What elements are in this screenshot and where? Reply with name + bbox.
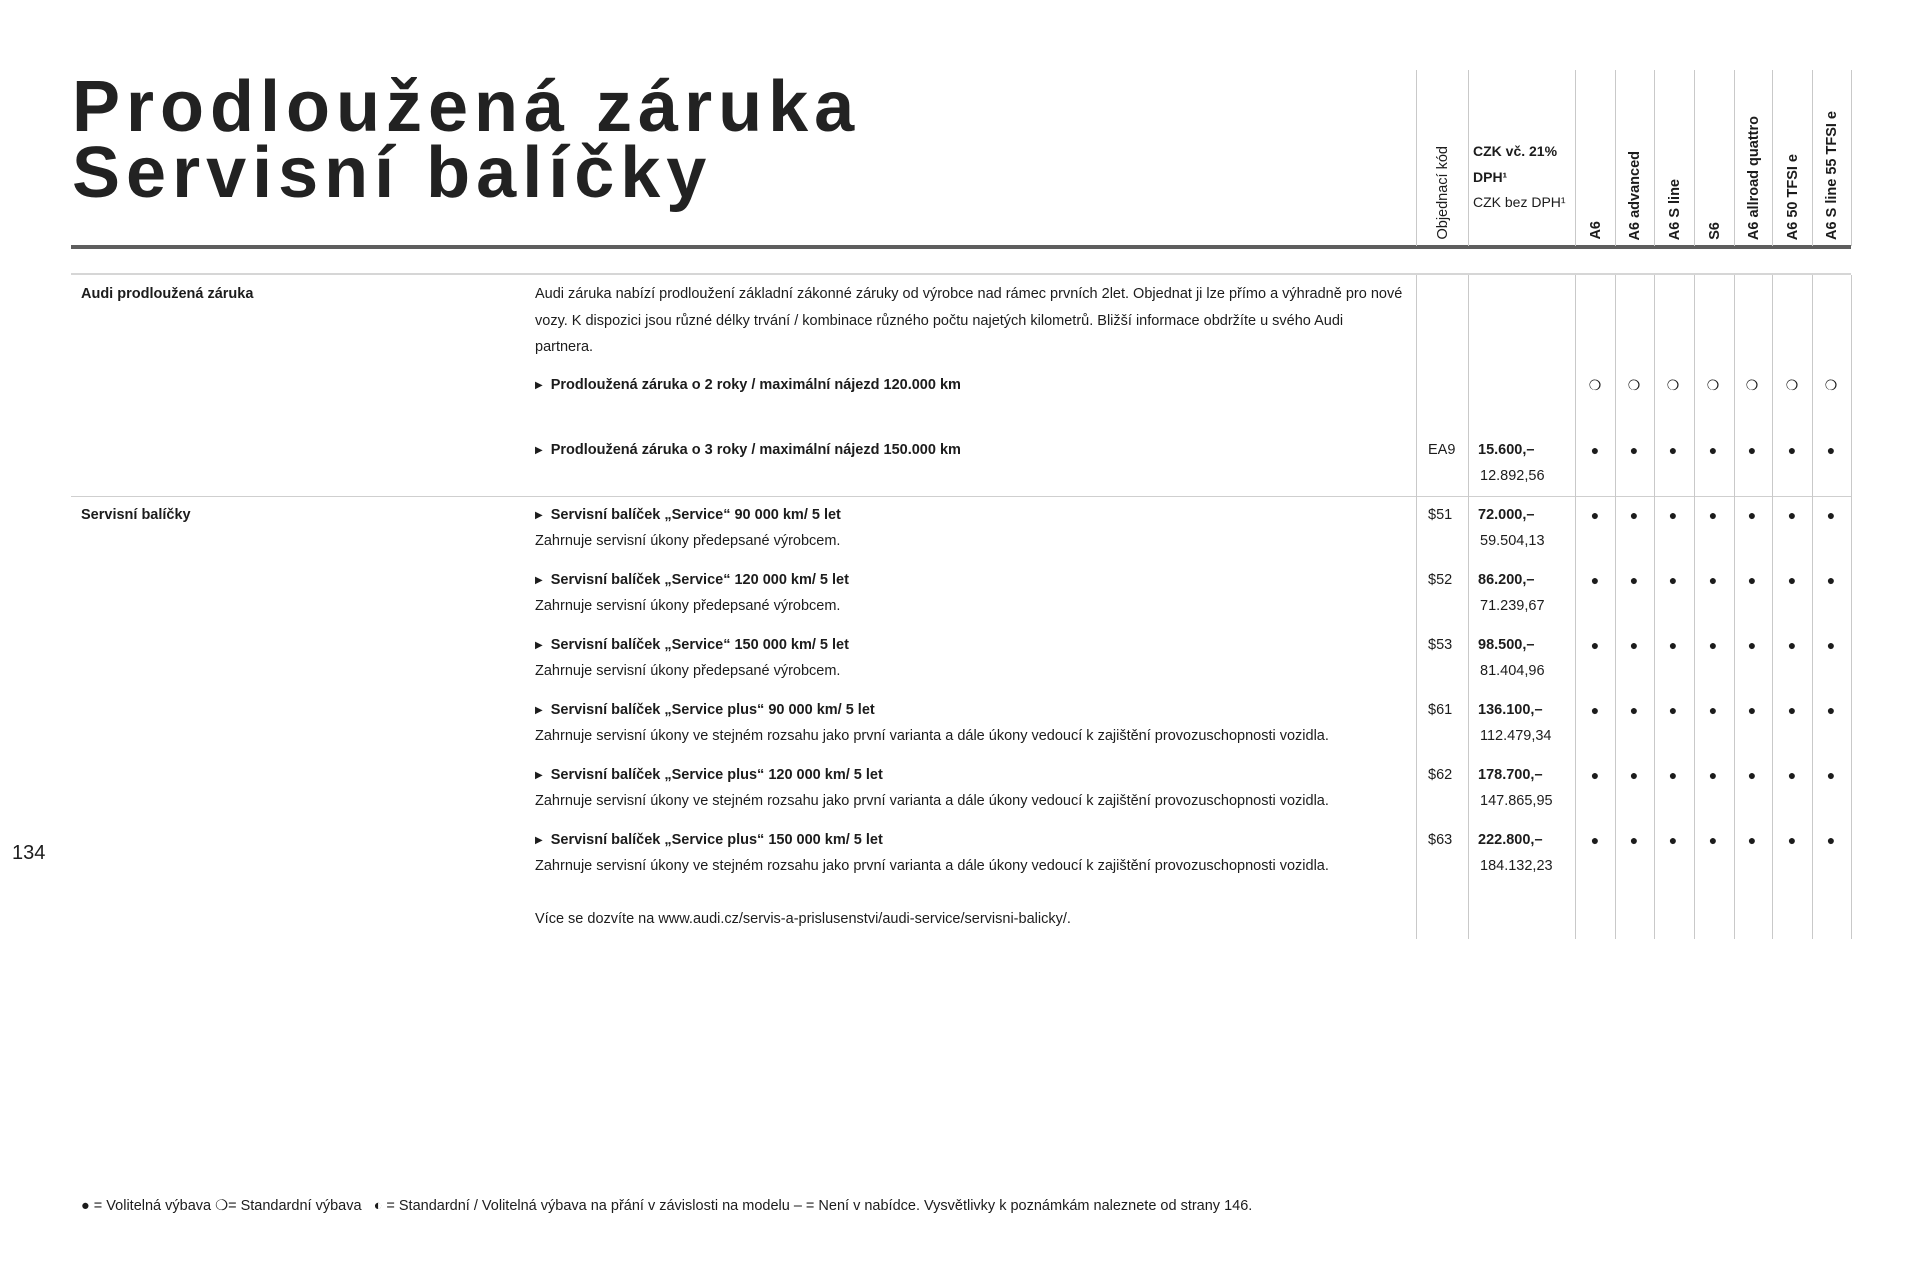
package-item-title: Prodloužená záruka o 3 roky / maximální nájezd 150.000 km — [550, 442, 961, 458]
bullet-triangle-icon: ▶ — [535, 640, 543, 651]
column-divider — [1851, 275, 1852, 939]
header-price-excl: CZK bez DPH¹ — [1473, 194, 1566, 210]
optional-equipment-dot-icon: ● — [1668, 767, 1678, 783]
equipment-legend: ● = Volitelná výbava ❍= Standardní výbava ◐ = Standardní / Volitelná výbava na přání v závislosti na modelu – = Není v nabídce. Vysvětlivky k poznámkám naleznete od strany 146. — [81, 1198, 1253, 1214]
optional-equipment-dot-icon: ● — [1787, 832, 1797, 848]
column-divider — [1468, 70, 1469, 246]
header-model-a6-50-tfsi-e — [1773, 70, 1812, 240]
optional-equipment-dot-icon: ● — [1668, 637, 1678, 653]
header-model-label: A6 50 TFSI e — [1784, 153, 1801, 240]
section-label: Audi prodloužená záruka — [81, 286, 254, 302]
optional-equipment-dot-icon: ● — [1668, 507, 1678, 523]
optional-equipment-dot-icon: ● — [1787, 637, 1797, 653]
package-item — [535, 697, 875, 725]
package-item-title: Servisní balíček „Service“ 120 000 km/ 5 let — [550, 572, 849, 588]
header-model-label: S6 — [1706, 222, 1723, 240]
package-item-title: Servisní balíček „Service plus“ 150 000 km/ 5 let — [550, 832, 883, 848]
header-model-a6-s-line — [1655, 70, 1694, 240]
optional-equipment-dot-icon: ● — [1629, 767, 1639, 783]
optional-equipment-dot-icon: ● — [1747, 702, 1757, 718]
price-incl-vat: 15.600,– — [1478, 442, 1535, 458]
bullet-triangle-icon: ▶ — [535, 510, 543, 521]
optional-equipment-dot-icon: ● — [1708, 832, 1718, 848]
optional-equipment-dot-icon: ● — [1668, 442, 1678, 458]
price-excl-vat: 184.132,23 — [1480, 858, 1553, 874]
optional-equipment-dot-icon: ● — [1629, 507, 1639, 523]
price-incl-vat: 72.000,– — [1478, 507, 1535, 523]
optional-equipment-dot-icon: ● — [1747, 637, 1757, 653]
page-number: 134 — [12, 842, 46, 864]
optional-equipment-dot-icon: ● — [1787, 572, 1797, 588]
bullet-triangle-icon: ▶ — [535, 575, 543, 586]
optional-equipment-dot-icon: ● — [1826, 507, 1836, 523]
order-code: $62 — [1428, 767, 1453, 783]
optional-equipment-dot-icon: ● — [1590, 507, 1600, 523]
section-description: Audi záruka nabízí prodloužení základní zákonné záruky od výrobce nad rámec prvních 2let. Objednat ji lze přímo a výhradně pro nové vozy. K dispozici jsou různé délky trvání / kombinace různého počtu najetých kilometrů. Bližší informace obdržíte u svého Audi partnera. — [535, 286, 1403, 355]
page-title — [72, 67, 861, 213]
optional-equipment-dot-icon: ● — [1629, 572, 1639, 588]
optional-equipment-dot-icon: ● — [1747, 767, 1757, 783]
section-divider — [71, 496, 1851, 497]
optional-equipment-dot-icon: ● — [1826, 767, 1836, 783]
column-divider — [1694, 70, 1695, 246]
standard-equipment-circle-icon: ❍ — [1706, 377, 1720, 393]
optional-equipment-dot-icon: ● — [1629, 442, 1639, 458]
package-item-title: Servisní balíček „Service plus“ 90 000 km/ 5 let — [550, 702, 875, 718]
price-excl-vat: 59.504,13 — [1480, 533, 1545, 549]
header-model-label: A6 advanced — [1627, 150, 1643, 240]
optional-equipment-dot-icon: ● — [1708, 442, 1718, 458]
package-item-note: Zahrnuje servisní úkony předepsané výrobcem. — [535, 663, 841, 679]
price-incl-vat: 136.100,– — [1478, 702, 1543, 718]
optional-equipment-dot-icon: ● — [1668, 572, 1678, 588]
header-price-incl-line-1: CZK vč. 21% — [1473, 143, 1558, 159]
header-model-label: A6 — [1587, 221, 1604, 240]
optional-equipment-dot-icon: ● — [1747, 832, 1757, 848]
order-code: EA9 — [1428, 442, 1456, 458]
header-model-label: A6 allroad quattro — [1745, 115, 1762, 240]
optional-equipment-dot-icon: ● — [1826, 702, 1836, 718]
header-model-a6 — [1576, 70, 1615, 240]
package-item-title: Servisní balíček „Service“ 90 000 km/ 5 let — [550, 507, 841, 523]
price-excl-vat: 12.892,56 — [1480, 468, 1545, 484]
column-divider — [1416, 70, 1417, 246]
optional-equipment-dot-icon: ● — [1787, 507, 1797, 523]
package-item — [535, 437, 961, 465]
section-footnote: Více se dozvíte na www.audi.cz/servis-a-prislusenstvi/audi-service/servisni-balicky/. — [535, 911, 1071, 927]
price-incl-vat: 86.200,– — [1478, 572, 1535, 588]
price-incl-vat: 222.800,– — [1478, 832, 1543, 848]
bullet-triangle-icon: ▶ — [535, 835, 543, 846]
package-item-note: Zahrnuje servisní úkony ve stejném rozsahu jako první varianta a dále úkony vedoucí k zajištění provozuschopnosti vozidla. — [535, 793, 1329, 809]
header-model-label: A6 S line 55 TFSI e — [1824, 111, 1840, 240]
order-code: $53 — [1428, 637, 1453, 653]
package-item-title: Servisní balíček „Service plus“ 120 000 km/ 5 let — [550, 767, 883, 783]
package-item — [535, 567, 849, 595]
standard-equipment-circle-icon: ❍ — [1824, 377, 1838, 393]
price-excl-vat: 71.239,67 — [1480, 598, 1545, 614]
price-incl-vat: 98.500,– — [1478, 637, 1535, 653]
package-item-note: Zahrnuje servisní úkony předepsané výrobcem. — [535, 533, 841, 549]
standard-equipment-circle-icon: ❍ — [1588, 377, 1602, 393]
optional-equipment-dot-icon: ● — [1590, 637, 1600, 653]
order-code: $61 — [1428, 702, 1453, 718]
bullet-triangle-icon: ▶ — [535, 445, 543, 456]
optional-equipment-dot-icon: ● — [1708, 767, 1718, 783]
bullet-triangle-icon: ▶ — [535, 770, 543, 781]
column-divider — [1734, 275, 1735, 939]
column-divider — [1468, 275, 1469, 939]
column-divider — [1615, 70, 1616, 246]
page-title-line-1: Prodloužená záruka — [72, 67, 861, 147]
standard-equipment-circle-icon: ❍ — [1785, 377, 1799, 393]
column-divider — [1694, 275, 1695, 939]
table-top-rule — [71, 273, 1851, 275]
package-item — [535, 762, 883, 790]
header-model-a6-s-line-55-tfsi-e — [1813, 70, 1851, 240]
optional-equipment-dot-icon: ● — [1747, 507, 1757, 523]
header-code-label: Objednací kód — [1434, 146, 1451, 240]
column-divider — [1772, 70, 1773, 246]
price-excl-vat: 112.479,34 — [1480, 728, 1552, 744]
optional-equipment-dot-icon: ● — [1590, 572, 1600, 588]
optional-equipment-dot-icon: ● — [1708, 507, 1718, 523]
section-label: Servisní balíčky — [81, 507, 191, 523]
header-model-label: A6 S line — [1666, 178, 1683, 240]
optional-equipment-dot-icon: ● — [1629, 832, 1639, 848]
package-item-note: Zahrnuje servisní úkony předepsané výrobcem. — [535, 598, 841, 614]
package-item-title: Prodloužená záruka o 2 roky / maximální nájezd 120.000 km — [550, 377, 961, 393]
optional-equipment-dot-icon: ● — [1826, 442, 1836, 458]
header-rule — [71, 245, 1851, 249]
column-divider — [1812, 275, 1813, 939]
optional-equipment-dot-icon: ● — [1708, 637, 1718, 653]
standard-equipment-circle-icon: ❍ — [1627, 377, 1641, 393]
package-item-title: Servisní balíček „Service“ 150 000 km/ 5 let — [550, 637, 849, 653]
optional-equipment-dot-icon: ● — [1708, 572, 1718, 588]
bullet-triangle-icon: ▶ — [535, 380, 543, 391]
column-divider — [1575, 70, 1576, 246]
column-divider — [1812, 70, 1813, 246]
optional-equipment-dot-icon: ● — [1629, 637, 1639, 653]
optional-equipment-dot-icon: ● — [1826, 572, 1836, 588]
optional-equipment-dot-icon: ● — [1590, 442, 1600, 458]
page-title-line-2: Servisní balíčky — [72, 133, 713, 213]
column-divider — [1772, 275, 1773, 939]
order-code: $51 — [1428, 507, 1453, 523]
optional-equipment-dot-icon: ● — [1787, 442, 1797, 458]
optional-equipment-dot-icon: ● — [1629, 702, 1639, 718]
column-divider — [1416, 275, 1417, 939]
optional-equipment-dot-icon: ● — [1590, 767, 1600, 783]
optional-equipment-dot-icon: ● — [1708, 702, 1718, 718]
package-item-note: Zahrnuje servisní úkony ve stejném rozsahu jako první varianta a dále úkony vedoucí k zajištění provozuschopnosti vozidla. — [535, 858, 1329, 874]
header-model-a6-allroad-quattro — [1735, 70, 1772, 240]
optional-equipment-dot-icon: ● — [1668, 702, 1678, 718]
optional-equipment-dot-icon: ● — [1826, 832, 1836, 848]
header-price-incl-line-2: DPH¹ — [1473, 169, 1508, 185]
column-divider — [1851, 70, 1852, 246]
price-excl-vat: 81.404,96 — [1480, 663, 1545, 679]
optional-equipment-dot-icon: ● — [1787, 702, 1797, 718]
optional-equipment-dot-icon: ● — [1668, 832, 1678, 848]
order-code: $63 — [1428, 832, 1453, 848]
bullet-triangle-icon: ▶ — [535, 705, 543, 716]
price-excl-vat: 147.865,95 — [1480, 793, 1553, 809]
column-divider — [1654, 70, 1655, 246]
optional-equipment-dot-icon: ● — [1590, 832, 1600, 848]
header-model-s6 — [1695, 70, 1734, 240]
package-item — [535, 372, 961, 400]
standard-equipment-circle-icon: ❍ — [1666, 377, 1680, 393]
column-divider — [1654, 275, 1655, 939]
optional-equipment-dot-icon: ● — [1747, 442, 1757, 458]
column-divider — [1734, 70, 1735, 246]
package-item-note: Zahrnuje servisní úkony ve stejném rozsahu jako první varianta a dále úkony vedoucí k zajištění provozuschopnosti vozidla. — [535, 728, 1329, 744]
column-divider — [1615, 275, 1616, 939]
header-model-a6-advanced — [1616, 70, 1654, 240]
optional-equipment-dot-icon: ● — [1787, 767, 1797, 783]
optional-equipment-dot-icon: ● — [1826, 637, 1836, 653]
package-item — [535, 502, 841, 530]
optional-equipment-dot-icon: ● — [1747, 572, 1757, 588]
order-code: $52 — [1428, 572, 1453, 588]
package-item — [535, 827, 883, 855]
optional-equipment-dot-icon: ● — [1590, 702, 1600, 718]
column-divider — [1575, 275, 1576, 939]
price-incl-vat: 178.700,– — [1478, 767, 1543, 783]
package-item — [535, 632, 849, 660]
header-code-column — [1417, 70, 1468, 240]
standard-equipment-circle-icon: ❍ — [1745, 377, 1759, 393]
